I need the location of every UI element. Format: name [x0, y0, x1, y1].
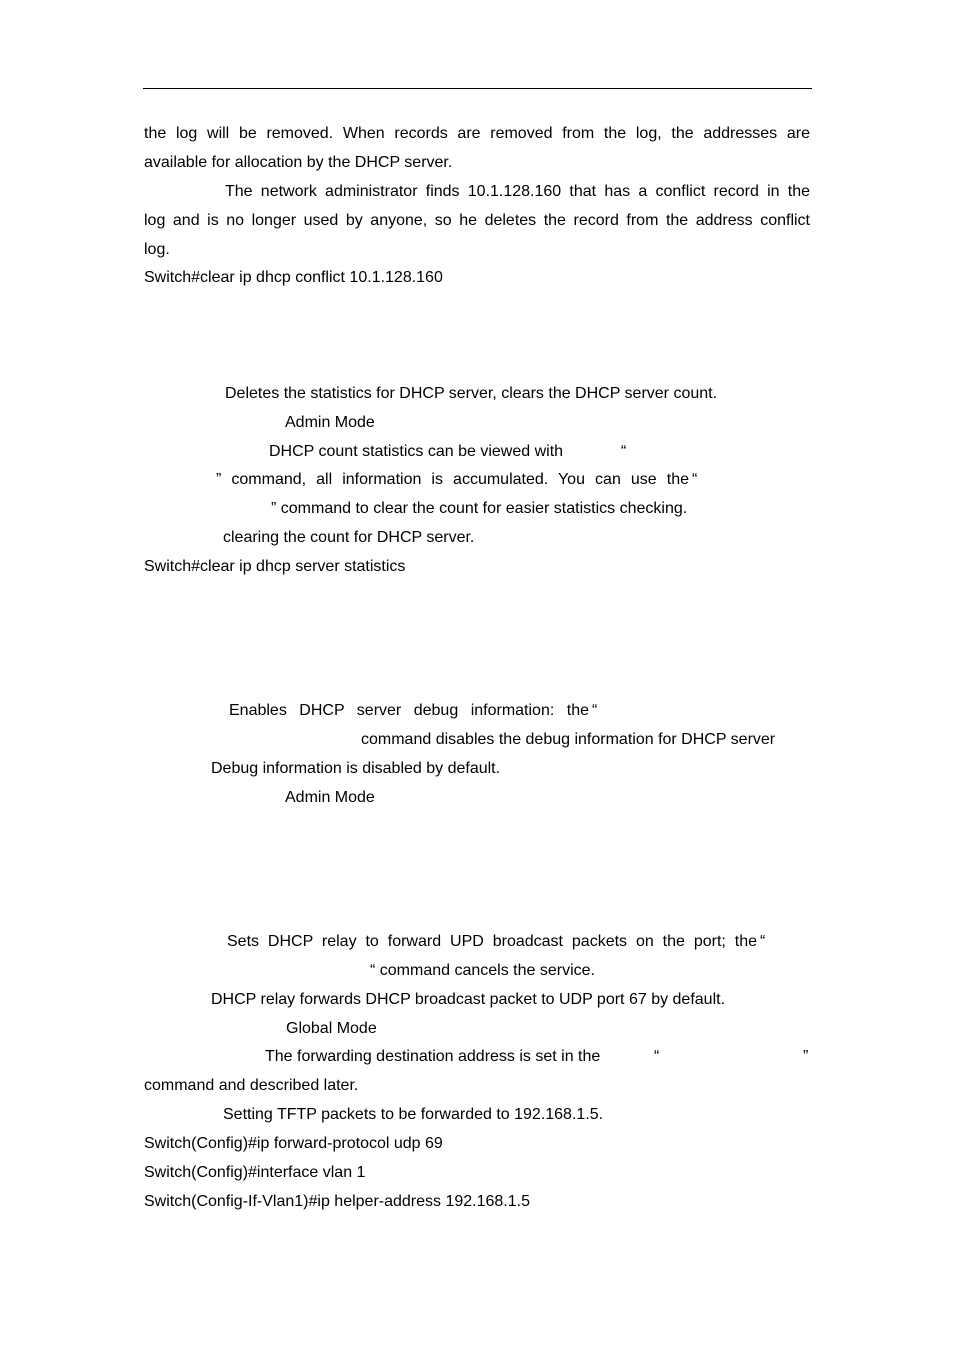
usage-text: The forwarding destination address is set in the — [265, 1048, 601, 1065]
default-description: DHCP relay forwards DHCP broadcast packet to UDP port 67 by default. — [211, 991, 726, 1008]
command-example: Switch(Config)#ip forward-protocol udp 69 — [144, 1135, 443, 1152]
body-text-line: the log will be removed. When records are removed from the log, the addresses are — [144, 125, 810, 142]
quote-mark: “ — [592, 702, 598, 719]
command-example: Switch#clear ip dhcp server statistics — [144, 558, 406, 575]
body-text-line: The network administrator finds 10.1.128.160 that has a conflict record in the — [225, 183, 810, 200]
function-description: Enables DHCP server debug information: the — [229, 702, 589, 719]
usage-text: DHCP count statistics can be viewed with — [269, 443, 564, 460]
command-example: Switch(Config)#interface vlan 1 — [144, 1164, 366, 1181]
example-description: clearing the count for DHCP server. — [223, 529, 475, 546]
body-text-line: log and is no longer used by anyone, so he deletes the record from the address conflict — [144, 212, 810, 229]
command-mode: Global Mode — [286, 1020, 377, 1037]
function-description: Sets DHCP relay to forward UPD broadcast packets on the port; the — [227, 933, 757, 950]
usage-text: ” command, all information is accumulated. You can use the — [216, 471, 689, 488]
usage-text: command and described later. — [144, 1077, 359, 1094]
example-description: Setting TFTP packets to be forwarded to 192.168.1.5. — [223, 1106, 604, 1123]
body-text-line: log. — [144, 241, 170, 258]
quote-mark: “ — [692, 471, 698, 488]
quote-mark: ” — [803, 1048, 809, 1065]
quote-mark: “ — [621, 443, 627, 460]
function-description: Deletes the statistics for DHCP server, clears the DHCP server count. — [225, 385, 718, 402]
header-rule — [143, 88, 812, 89]
command-example: Switch(Config-If-Vlan1)#ip helper-address 192.168.1.5 — [144, 1193, 530, 1210]
command-mode: Admin Mode — [285, 789, 375, 806]
usage-text: ” command to clear the count for easier statistics checking. — [271, 500, 688, 517]
function-description: command disables the debug information for DHCP server — [361, 731, 776, 748]
function-description: “ command cancels the service. — [370, 962, 595, 979]
default-description: Debug information is disabled by default. — [211, 760, 501, 777]
body-text-line: available for allocation by the DHCP server. — [144, 154, 453, 171]
quote-mark: “ — [654, 1048, 660, 1065]
command-example: Switch#clear ip dhcp conflict 10.1.128.160 — [144, 269, 443, 286]
quote-mark: “ — [760, 933, 766, 950]
command-mode: Admin Mode — [285, 414, 375, 431]
